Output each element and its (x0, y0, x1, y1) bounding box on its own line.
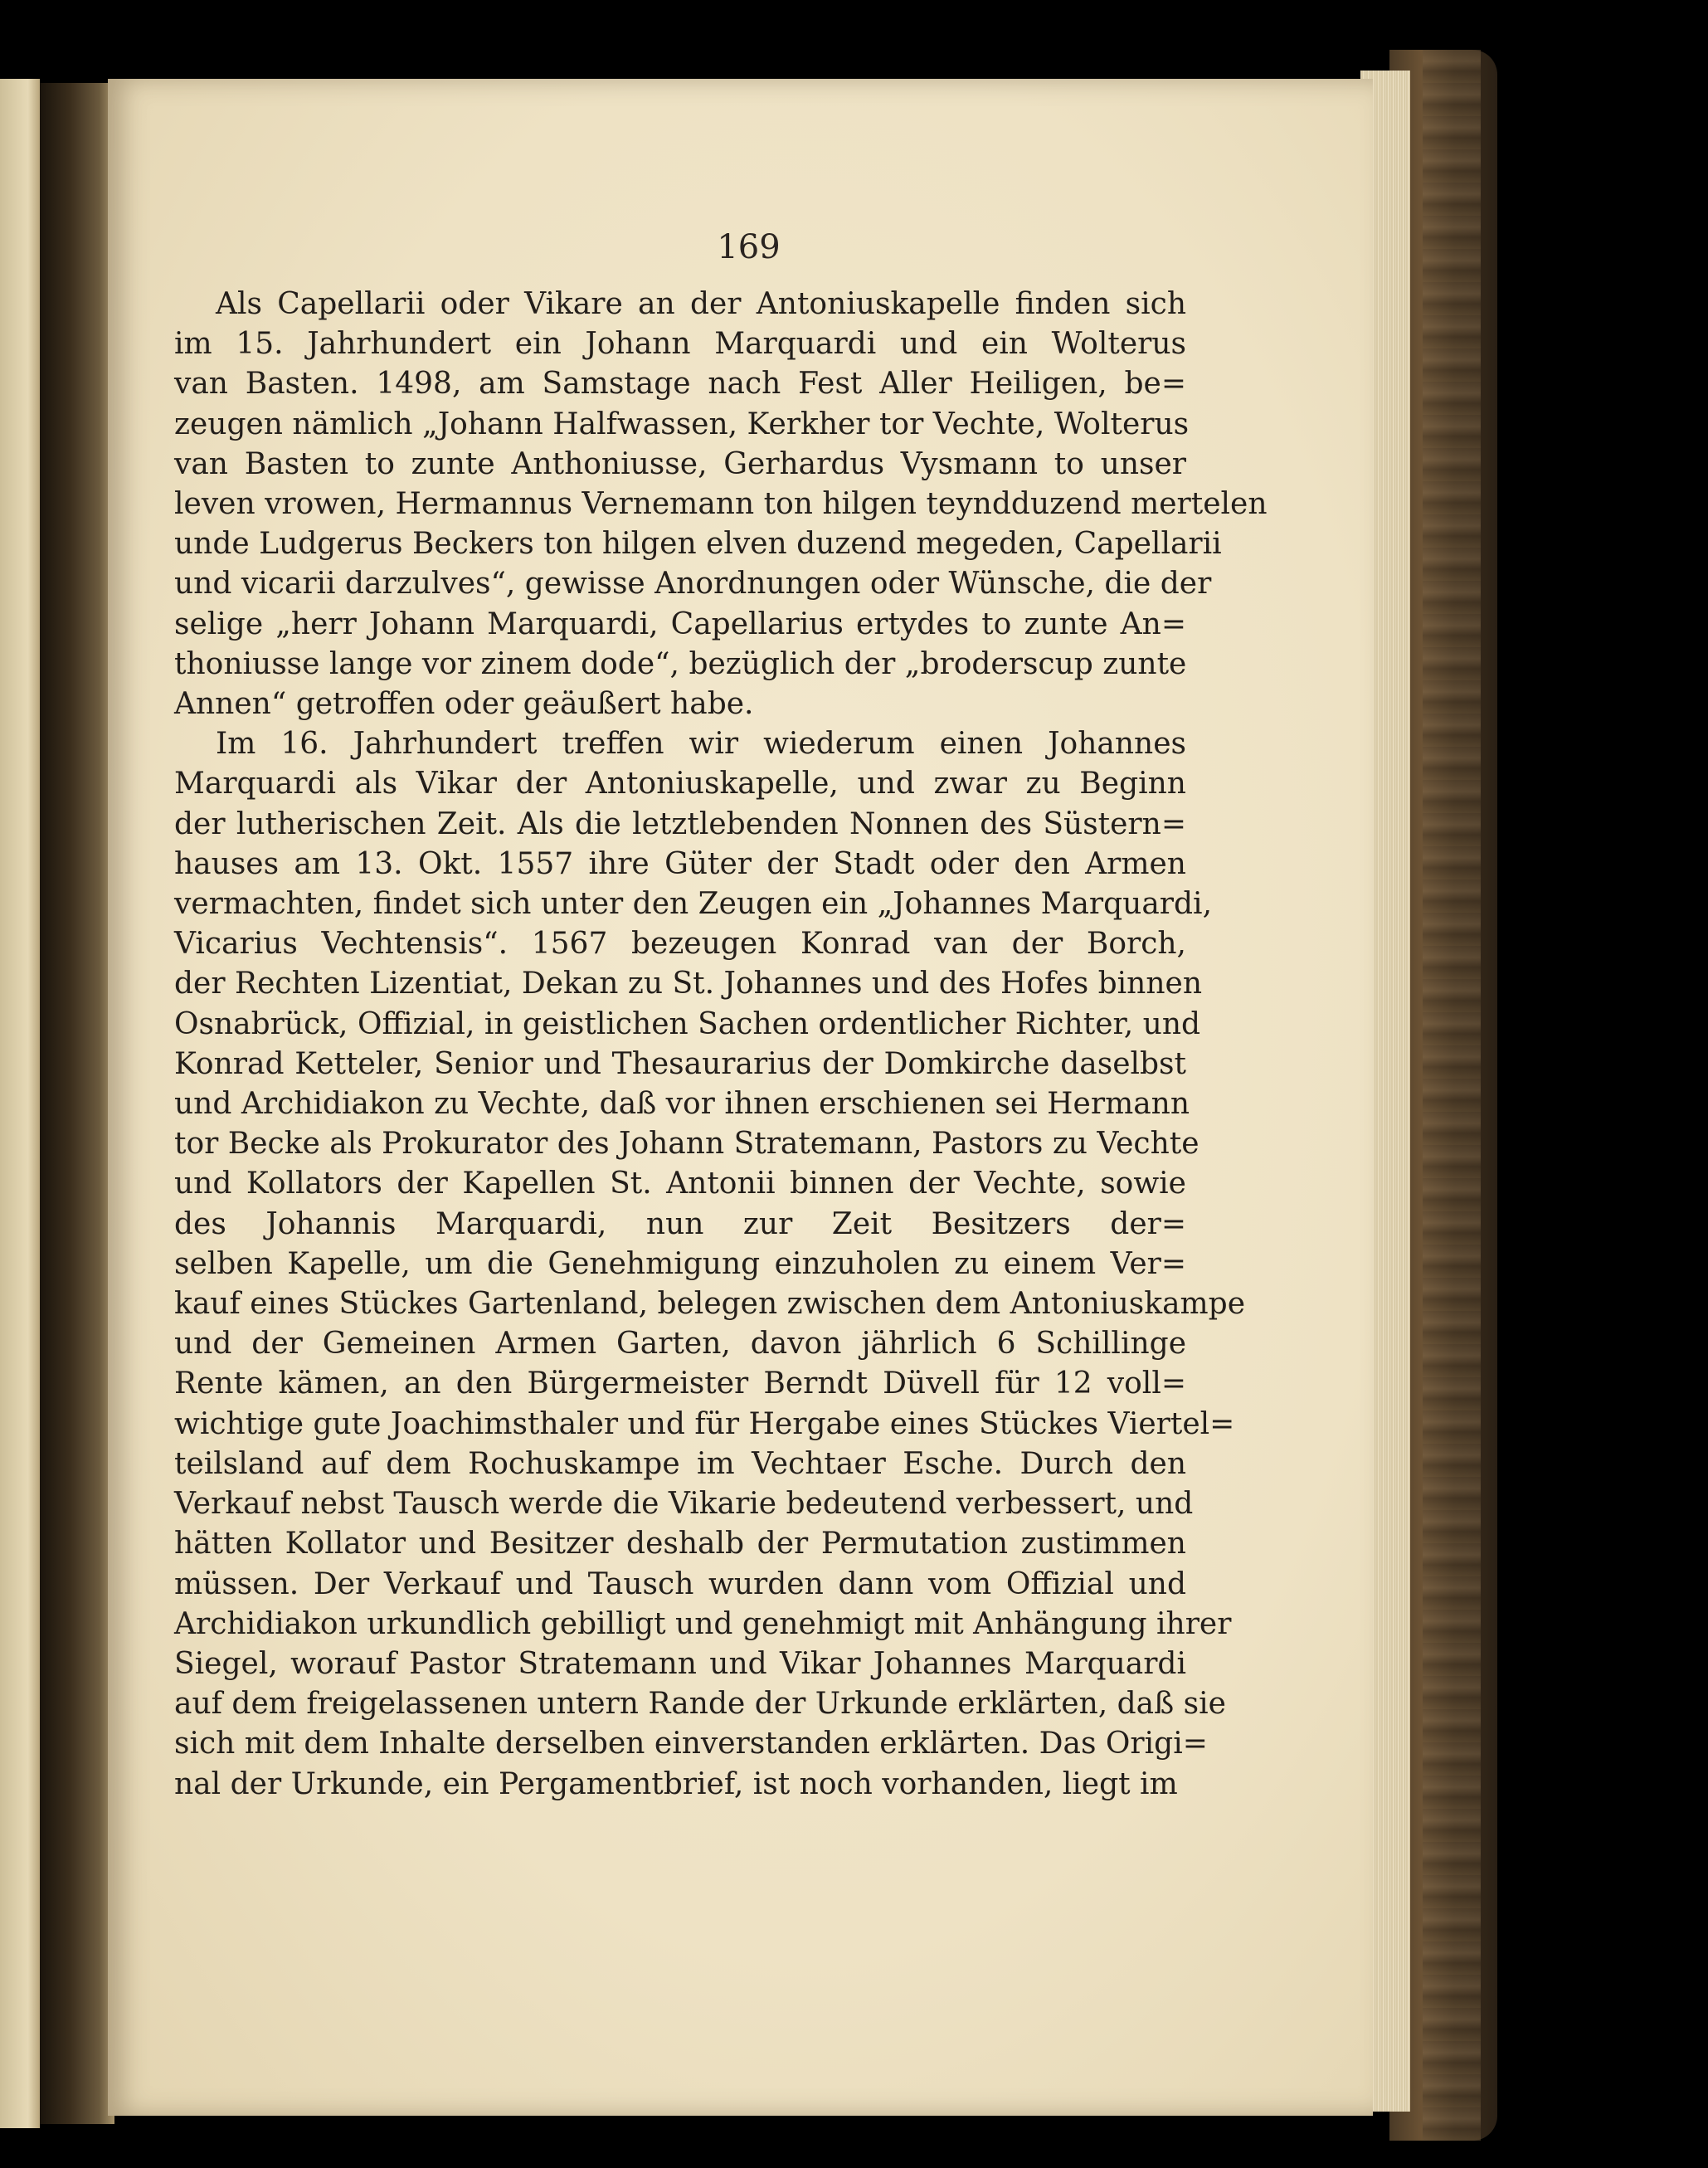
text-line: und Kollators der Kapellen St. Antonii binnen der Vechte, sowie (174, 1167, 1186, 1201)
paragraph-1 (174, 285, 1268, 724)
text-line: der Rechten Lizentiat, Dekan zu St. Johannes und des Hofes binnen (174, 967, 1203, 1001)
text-line: Marquardi als Vikar der Antoniuskapelle, und zwar zu Beginn (174, 767, 1186, 801)
text-line: wichtige gute Joachimsthaler und für Hergabe eines Stückes Viertel= (174, 1406, 1235, 1441)
text-line: kauf eines Stückes Gartenland, belegen zwischen dem Antoniuskampe (174, 1287, 1246, 1322)
text-line: müssen. Der Verkauf und Tausch wurden dann vom Offizial und (174, 1566, 1186, 1601)
previous-page-edge (0, 79, 40, 2128)
body-text (174, 285, 1268, 1805)
text-line: zeugen nämlich „Johann Halfwassen, Kerkher tor Vechte, Wolterus (174, 407, 1190, 441)
text-line: Archidiakon urkundlich gebilligt und genehmigt mit Anhängung ihrer (174, 1606, 1232, 1641)
text-line: teilsland auf dem Rochuskampe im Vechtaer Esche. Durch den (174, 1446, 1186, 1481)
text-line: Als Capellarii oder Vikare an der Antoniuskapelle finden sich (216, 287, 1186, 321)
text-line: unde Ludgerus Beckers ton hilgen elven duzend megeden, Capellarii (174, 527, 1222, 562)
text-line: des Johannis Marquardi, nun zur Zeit Besitzers der= (174, 1206, 1186, 1241)
text-line: und vicarii darzulves“, gewisse Anordnungen oder Wünsche, die der (174, 567, 1212, 602)
text-line: selben Kapelle, um die Genehmigung einzuholen zu einem Ver= (174, 1246, 1186, 1281)
text-line: auf dem freigelassenen untern Rande der Urkunde erklärten, daß sie (174, 1687, 1226, 1722)
text-line: Siegel, worauf Pastor Stratemann und Vikar Johannes Marquardi (174, 1646, 1186, 1681)
text-line: hauses am 13. Okt. 1557 ihre Güter der Stadt oder den Armen (174, 846, 1186, 881)
text-line: Verkauf nebst Tausch werde die Vikarie bedeutend verbessert, und (174, 1487, 1194, 1522)
book-gutter (40, 83, 114, 2124)
text-line: selige „herr Johann Marquardi, Capellarius ertydes to zunte An= (174, 607, 1186, 641)
book-page (108, 79, 1373, 2116)
text-line: van Basten to zunte Anthoniusse, Gerhardus Vysmann to unser (174, 446, 1186, 481)
text-line: sich mit dem Inhalte derselben einverstanden erklärten. Das Origi= (174, 1727, 1208, 1761)
text-line: Im 16. Jahrhundert treffen wir wiederum einen Johannes (216, 727, 1186, 762)
text-line: Osnabrück, Offizial, in geistlichen Sachen ordentlicher Richter, und (174, 1006, 1201, 1041)
text-line: tor Becke als Prokurator des Johann Stratemann, Pastors zu Vechte (174, 1127, 1199, 1162)
text-line: Rente kämen, an den Bürgermeister Berndt Düvell für 12 voll= (174, 1367, 1186, 1401)
text-line: Annen“ getroffen oder geäußert habe. (174, 687, 754, 722)
text-line: thoniusse lange vor zinem dode“, bezüglich der „broderscup zunte (174, 646, 1187, 681)
text-line: nal der Urkunde, ein Pergamentbrief, ist noch vorhanden, liegt im (174, 1766, 1178, 1801)
text-line: hätten Kollator und Besitzer deshalb der Permutation zustimmen (174, 1527, 1186, 1561)
text-line: van Basten. 1498, am Samstage nach Fest Aller Heiligen, be= (174, 367, 1186, 402)
page-number: 169 (717, 228, 781, 266)
text-line: Vicarius Vechtensis“. 1567 bezeugen Konrad van der Borch, (174, 927, 1186, 962)
text-line: der lutherischen Zeit. Als die letztlebenden Nonnen des Süstern= (174, 806, 1186, 841)
paragraph-2 (174, 724, 1246, 1804)
text-line: und der Gemeinen Armen Garten, davon jährlich 6 Schillinge (174, 1327, 1186, 1362)
text-line: im 15. Jahrhundert ein Johann Marquardi und ein Wolterus (174, 327, 1186, 362)
text-line: vermachten, findet sich unter den Zeugen ein „Johannes Marquardi, (174, 887, 1213, 922)
text-line: Konrad Ketteler, Senior und Thesaurarius der Domkirche daselbst (174, 1046, 1186, 1081)
text-line: und Archidiakon zu Vechte, daß vor ihnen erschienen sei Hermann (174, 1087, 1190, 1122)
text-line: leven vrowen, Hermannus Vernemann ton hilgen teyndduzend mertelen (174, 487, 1268, 522)
